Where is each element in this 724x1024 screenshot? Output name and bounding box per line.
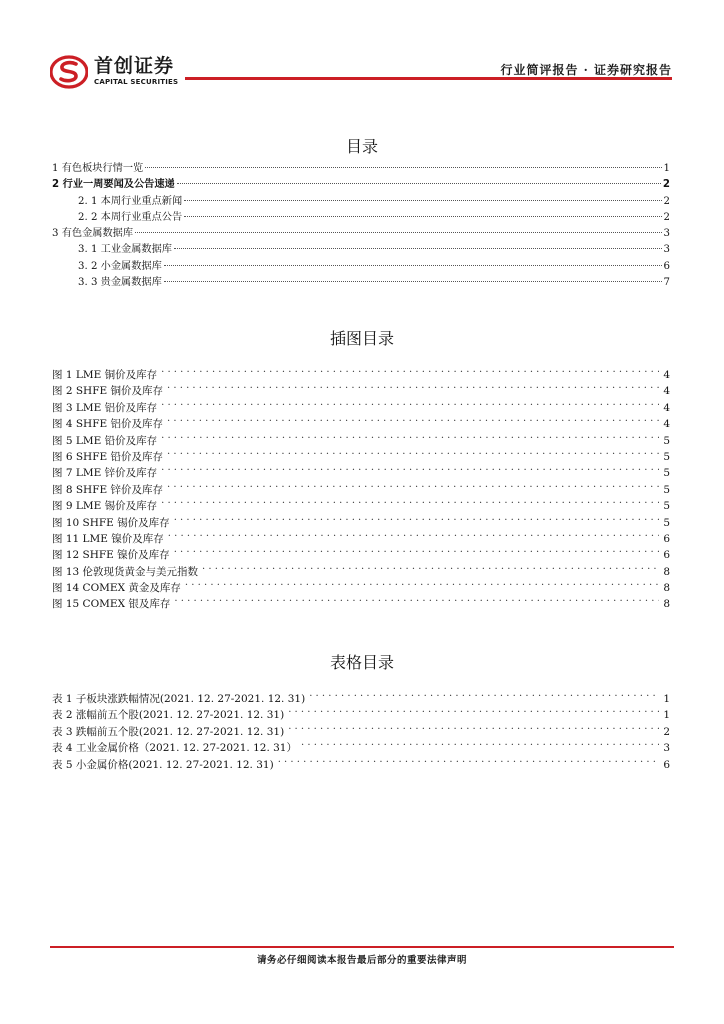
figure-item-label: 图 13 伦敦现货黄金与美元指数 xyxy=(52,565,199,578)
leader-dots xyxy=(174,236,662,252)
figure-item[interactable] xyxy=(52,362,670,381)
leader-dots xyxy=(202,559,659,575)
toc-item-page: 1 xyxy=(663,163,670,174)
figure-item-label: 图 4 SHFE 铝价及库存 xyxy=(52,418,163,431)
toc-item[interactable] xyxy=(52,171,670,191)
logo-english-name: CAPITAL SECURITIES xyxy=(94,78,179,86)
toc-item-page: 2 xyxy=(663,195,670,207)
toc-title: 目录 xyxy=(345,137,378,156)
toc-item-page: 2 xyxy=(663,211,670,223)
leader-dots xyxy=(168,526,660,542)
leader-dots xyxy=(184,204,661,220)
table-item-label: 表 1 子板块涨跌幅情况(2021. 12. 27-2021. 12. 31) xyxy=(52,693,306,705)
leader-dots xyxy=(185,575,659,591)
table-item-page: 6 xyxy=(663,758,670,771)
figure-list xyxy=(52,362,670,611)
figure-item-page: 5 xyxy=(663,450,670,463)
figure-item-page: 5 xyxy=(663,483,670,496)
figure-item-page: 4 xyxy=(663,401,670,414)
leader-dots xyxy=(161,395,659,411)
toc-item[interactable] xyxy=(52,236,670,256)
leader-dots xyxy=(174,591,659,607)
logo-chinese-name: 首创证券 xyxy=(94,55,175,77)
tables-title: 表格目录 xyxy=(329,653,394,672)
leader-dots xyxy=(161,493,659,509)
table-item-page: 1 xyxy=(663,709,670,722)
leader-dots xyxy=(174,542,660,558)
leader-dots xyxy=(167,411,659,427)
figure-item-page: 6 xyxy=(663,549,670,562)
capital-securities-logo-icon xyxy=(50,55,88,89)
figure-item-page: 6 xyxy=(663,532,670,545)
leader-dots xyxy=(309,686,659,702)
figure-item-page: 4 xyxy=(663,385,670,398)
leader-dots xyxy=(161,362,659,378)
leader-dots xyxy=(167,477,659,493)
leader-dots xyxy=(161,460,659,476)
leader-dots xyxy=(167,444,659,460)
toc-item-page: 3 xyxy=(663,244,670,256)
toc-item-label: 1 有色板块行情一览 xyxy=(52,163,144,174)
leader-dots xyxy=(135,220,661,236)
page-header xyxy=(0,0,724,90)
table-item-page: 1 xyxy=(663,693,670,705)
report-type: 行业简评报告 · 证券研究报告 xyxy=(500,63,672,77)
toc-item-page: 3 xyxy=(663,228,670,240)
figure-item-label: 图 10 SHFE 锡价及库存 xyxy=(52,516,170,529)
leader-dots xyxy=(177,171,661,187)
leader-dots xyxy=(278,752,660,768)
figure-item-page: 5 xyxy=(663,516,670,529)
toc-item-label: 3 有色金属数据库 xyxy=(52,228,134,240)
figure-item-label: 图 2 SHFE 铜价及库存 xyxy=(52,385,163,398)
toc-item-label: 2 行业一周要闻及公告速递 xyxy=(52,179,175,191)
figure-item-label: 图 14 COMEX 黄金及库存 xyxy=(52,582,181,595)
leader-dots xyxy=(167,378,659,394)
toc-item[interactable] xyxy=(52,155,670,174)
figure-item-page: 4 xyxy=(663,369,670,381)
figure-item-label: 图 7 LME 锌价及库存 xyxy=(52,467,158,480)
leader-dots xyxy=(161,428,659,444)
toc-item-label: 2. 1 本周行业重点新闻 xyxy=(78,195,183,207)
table-item-label: 表 5 小金属价格(2021. 12. 27-2021. 12. 31) xyxy=(52,758,274,771)
leader-dots xyxy=(288,702,659,718)
figure-item-page: 5 xyxy=(663,500,670,513)
figure-item-label: 图 5 LME 铅价及库存 xyxy=(52,434,158,447)
table-item-label: 表 4 工业金属价格（2021. 12. 27-2021. 12. 31） xyxy=(52,742,297,755)
figure-item-label: 图 11 LME 镍价及库存 xyxy=(52,532,164,545)
figure-item-label: 图 3 LME 铝价及库存 xyxy=(52,401,158,414)
table-item[interactable] xyxy=(52,686,670,705)
table-item-page: 3 xyxy=(663,742,670,755)
legal-disclaimer: 请务必仔细阅读本报告最后部分的重要法律声明 xyxy=(256,955,467,966)
leader-dots xyxy=(184,188,661,204)
toc-item-label: 3. 1 工业金属数据库 xyxy=(78,244,172,256)
leader-dots xyxy=(164,253,662,269)
table-item-label: 表 3 跌幅前五个股(2021. 12. 27-2021. 12. 31) xyxy=(52,725,285,738)
figure-item-page: 4 xyxy=(663,418,670,431)
toc-item[interactable] xyxy=(52,220,670,240)
figure-item-page: 5 xyxy=(663,467,670,480)
leader-dots xyxy=(145,155,661,171)
toc-item-page: 7 xyxy=(663,277,670,289)
figure-item-label: 图 9 LME 锡价及库存 xyxy=(52,500,158,513)
toc-item-label: 3. 2 小金属数据库 xyxy=(78,260,162,272)
figure-item-page: 8 xyxy=(663,582,670,595)
leader-dots xyxy=(164,269,662,285)
leader-dots xyxy=(288,719,659,735)
toc-item-label: 2. 2 本周行业重点公告 xyxy=(78,211,183,223)
header-divider xyxy=(185,77,672,80)
company-logo xyxy=(50,55,200,89)
figure-item-label: 图 1 LME 铜价及库存 xyxy=(52,369,158,381)
footer-divider xyxy=(50,946,674,948)
figure-item-label: 图 8 SHFE 锌价及库存 xyxy=(52,483,163,496)
table-item-page: 2 xyxy=(663,725,670,738)
figure-item-label: 图 12 SHFE 镍价及库存 xyxy=(52,549,170,562)
table-item-label: 表 2 涨幅前五个股(2021. 12. 27-2021. 12. 31) xyxy=(52,709,285,722)
toc-item-page: 6 xyxy=(663,260,670,272)
table-of-contents xyxy=(52,155,670,289)
table-list xyxy=(52,686,670,771)
figure-item-page: 5 xyxy=(663,434,670,447)
leader-dots xyxy=(174,510,660,526)
figures-title: 插图目录 xyxy=(329,329,394,348)
toc-item-page: 2 xyxy=(662,179,670,191)
toc-item-label: 3. 3 贵金属数据库 xyxy=(78,277,162,289)
figure-item-page: 8 xyxy=(663,565,670,578)
figure-item-page: 8 xyxy=(663,598,670,611)
leader-dots xyxy=(301,735,659,751)
figure-item-label: 图 15 COMEX 银及库存 xyxy=(52,598,171,611)
figure-item-label: 图 6 SHFE 铅价及库存 xyxy=(52,450,163,463)
